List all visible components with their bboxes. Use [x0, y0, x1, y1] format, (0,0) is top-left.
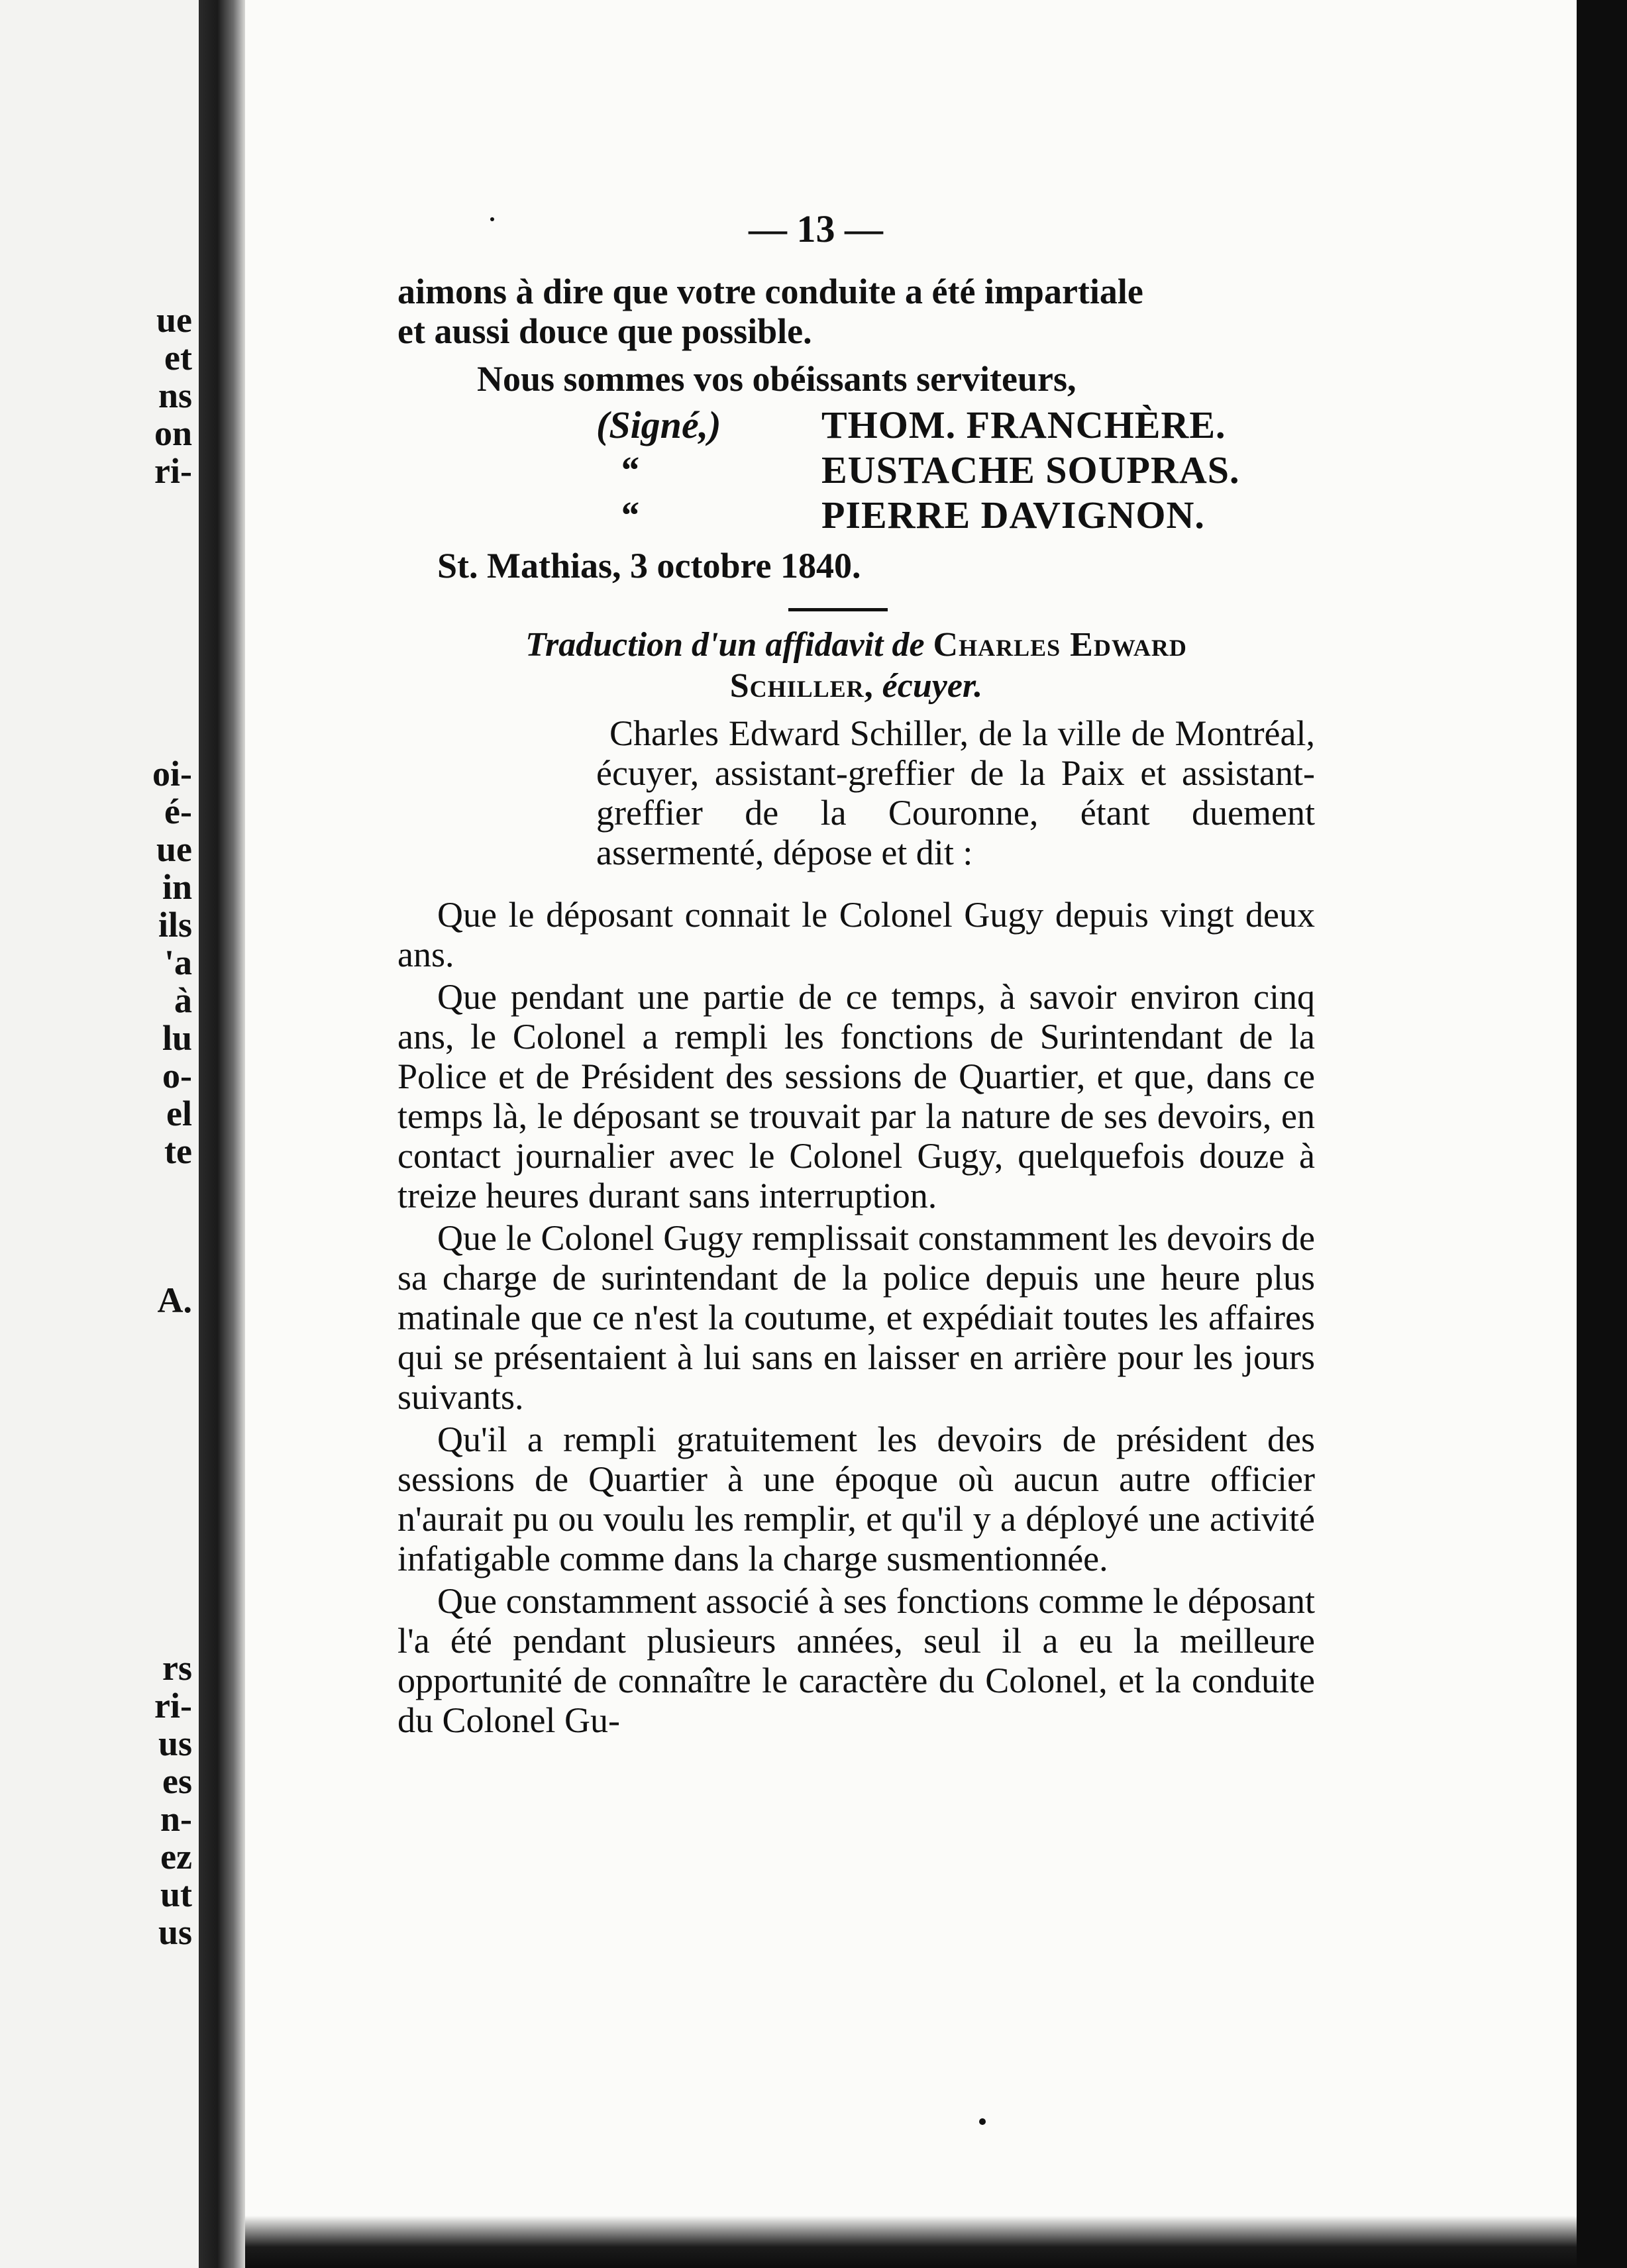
facing-page-fragment-line: ue: [156, 300, 192, 340]
scan-border-bottom: [245, 2216, 1577, 2268]
facing-page-fragment-line: ils: [158, 905, 192, 945]
signature-name: THOM. FRANCHÈRE.: [821, 403, 1226, 446]
opening-line-1: aimons à dire que votre conduite a été impartiale: [397, 272, 1143, 311]
signature-label: (Signé,): [596, 403, 721, 446]
page-number: — 13 —: [749, 207, 883, 250]
signature-row: [397, 405, 1315, 450]
signature-label: “: [619, 448, 639, 491]
ink-speck: [490, 217, 494, 221]
facing-page-fragment-line: ue: [156, 829, 192, 869]
book-gutter: [199, 0, 245, 2268]
signature-row: [397, 450, 1315, 495]
facing-page-fragment-line: oi-: [152, 754, 192, 794]
deposition-intro: Charles Edward Schiller, de la ville de Montréal, écuyer, assistant-greffier de la Paix et assistant-greffier de la Couronne, étant duement assermenté, dépose et dit :: [596, 713, 1315, 872]
facing-page-fragment-middle: [0, 755, 192, 1170]
signature-row: [397, 495, 1315, 541]
facing-page-fragment-line: lu: [162, 1018, 192, 1058]
paragraph: Que le déposant connait le Colonel Gugy depuis vingt deux ans.: [397, 895, 1315, 974]
facing-page-fragment-line: el: [166, 1094, 192, 1133]
closing-salutation: Nous sommes vos obéissants serviteurs,: [477, 359, 1076, 399]
facing-page-fragment-line: in: [162, 867, 192, 907]
title-name: Charles Edward: [933, 626, 1187, 664]
signature-label: “: [619, 493, 639, 537]
facing-page-fragment-line: n-: [160, 1799, 192, 1839]
facing-page-fragment-line: à: [174, 980, 192, 1020]
facing-page-fragment-a: [0, 1282, 192, 1319]
facing-page-fragment-line: ri-: [154, 451, 192, 491]
title-name: Schiller,: [729, 667, 874, 705]
scan-border-right: [1577, 0, 1627, 2268]
section-divider: [788, 608, 888, 611]
facing-page-fragment-line: us: [158, 1912, 192, 1952]
paragraph: Qu'il a rempli gratuitement les devoirs de président des sessions de Quartier à une époque où aucun autre officier n'aurait pu ou voulu les remplir, et qu'il y a déployé une activité infatigable comme dans la charge susmentionnée.: [397, 1419, 1315, 1578]
ink-speck: [979, 2118, 986, 2125]
section-title: [397, 625, 1315, 707]
paragraph: Que le Colonel Gugy remplissait constamment les devoirs de sa charge de surintendant de la police depuis une heure plus matinale que ce n'est la coutume, et expédiait toutes les affaires qui se présentaient à lui sans en laisser en arrière pour les jours suivants.: [397, 1218, 1315, 1417]
page-content: [397, 199, 1315, 1740]
title-text: écuyer.: [882, 667, 983, 705]
facing-page-fragment-line: on: [154, 413, 192, 453]
facing-page-fragment-line: 'a: [164, 943, 192, 982]
signature-name: EUSTACHE SOUPRAS.: [821, 448, 1240, 491]
signature-block: [397, 405, 1315, 541]
facing-page-fragment-line: ns: [158, 376, 192, 415]
facing-page-fragment-line: A.: [157, 1280, 192, 1320]
opening-line-2: et aussi douce que possible.: [397, 311, 812, 351]
facing-page-fragment-line: es: [162, 1761, 192, 1801]
facing-page-fragment-top: [0, 301, 192, 490]
facing-page-fragment-line: us: [158, 1724, 192, 1763]
facing-page-fragment-line: ut: [160, 1875, 192, 1914]
place-date: St. Mathias, 3 octobre 1840.: [437, 546, 861, 586]
paragraph: Que constamment associé à ses fonctions comme le déposant l'a été pendant plusieurs années, seul il a eu la meilleure opportunité de connaître le caractère du Colonel, et la conduite du Colonel Gu-: [397, 1581, 1315, 1740]
facing-page-fragment-line: ri-: [154, 1686, 192, 1726]
facing-page-fragment-line: é-: [164, 792, 192, 831]
title-text: Traduction d'un affidavit de: [525, 626, 925, 664]
facing-page-fragment-line: o-: [162, 1056, 192, 1096]
facing-page-fragment-line: rs: [162, 1648, 192, 1688]
signature-name: PIERRE DAVIGNON.: [821, 493, 1205, 537]
facing-page-fragment-line: ez: [160, 1837, 192, 1877]
facing-page-fragment-line: te: [164, 1131, 192, 1171]
facing-page-fragment-bottom: [0, 1649, 192, 1951]
facing-page-fragment-line: et: [164, 338, 192, 378]
paragraph: Que pendant une partie de ce temps, à savoir environ cinq ans, le Colonel a rempli les fonctions de Surintendant de la Police et de Président des sessions de Quartier, et que, dans ce temps là, le déposant se trouvait par la nature de ses devoirs, en contact journalier avec le Colonel Gugy, quelquefois douze à treize heures durant sans interruption.: [397, 977, 1315, 1215]
